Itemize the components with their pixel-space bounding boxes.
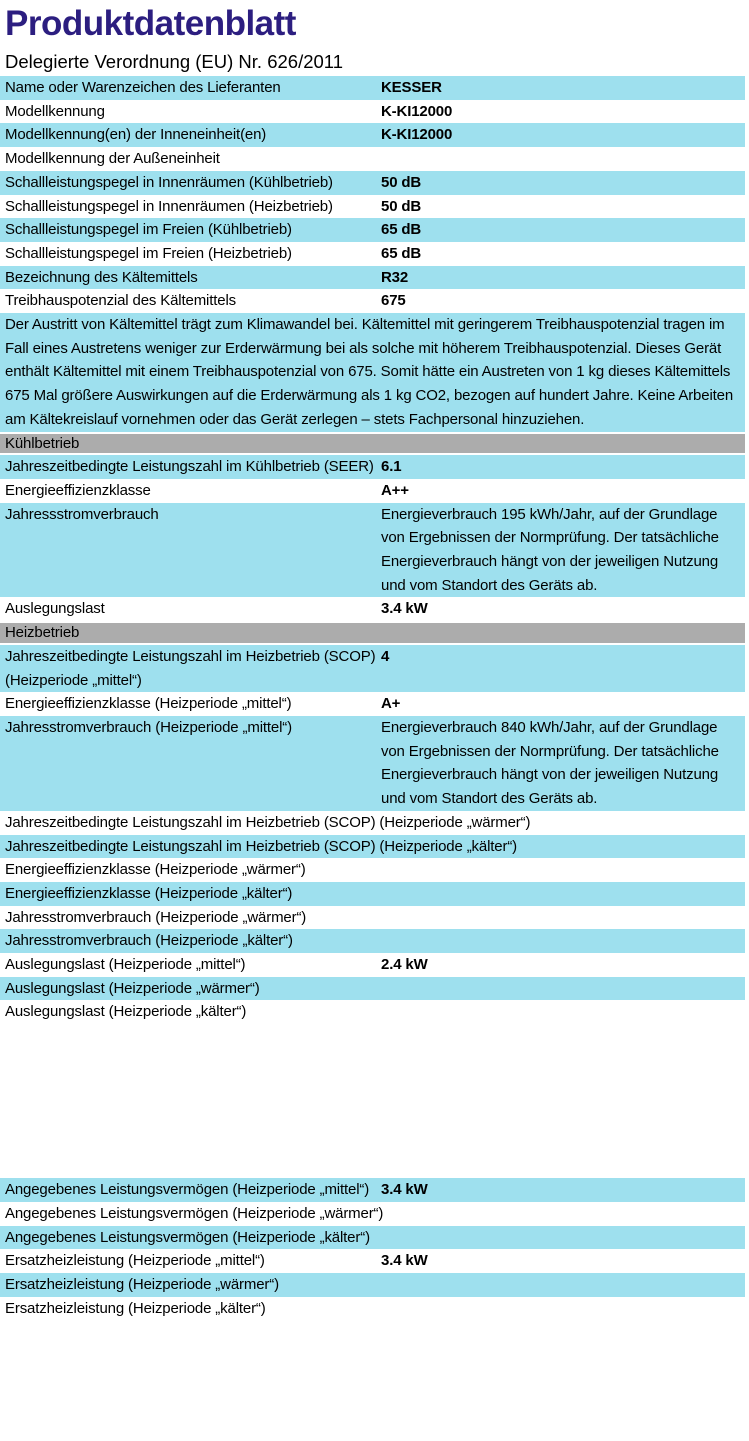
table-row (0, 716, 745, 811)
row-label: Auslegungslast (Heizperiode „mittel“) (5, 956, 246, 974)
table-row (0, 195, 745, 219)
row-label: Bezeichnung des Kältemittels (5, 268, 198, 286)
section-header-row (0, 622, 745, 644)
table-row (0, 123, 745, 147)
row-value: 50 dB (381, 197, 422, 215)
table-row (0, 811, 745, 835)
row-value: K-KI12000 (381, 126, 453, 144)
section-header: Kühlbetrieb (0, 433, 745, 455)
row-label: Jahresstromverbrauch (Heizperiode „wärmer“) (5, 908, 307, 926)
table-row (0, 977, 745, 1001)
row-label: Ersatzheizleistung (Heizperiode „mittel“) (5, 1252, 265, 1270)
row-label: Energieeffizienzklasse (5, 481, 151, 499)
table-row (0, 1000, 745, 1024)
table-row (0, 1202, 745, 1226)
table-row (0, 835, 745, 859)
table-row (0, 929, 745, 953)
table-row (0, 100, 745, 124)
row-label: Auslegungslast (Heizperiode „kälter“) (5, 1003, 247, 1021)
row-value: 3.4 kW (381, 600, 428, 618)
row-label: Ersatzheizleistung (Heizperiode „kälter“) (5, 1299, 266, 1317)
table-row (0, 858, 745, 882)
row-value: A+ (381, 695, 401, 713)
table-row (0, 454, 745, 479)
row-value: A++ (381, 481, 409, 499)
row-label: Schallleistungspegel im Freien (Kühlbetrieb) (5, 221, 292, 239)
row-value: 65 dB (381, 244, 422, 262)
row-label: Ersatzheizleistung (Heizperiode „wärmer“) (5, 1275, 279, 1293)
info-paragraph: Der Austritt von Kältemittel trägt zum Klimawandel bei. Kältemittel mit geringerem Treibhauspotenzial tragen im Fall eines Austretens weniger zur Erderwärmung bei als solche mit höherem Treibhauspotenzial. Dieses Gerät enthält Kältemittel mit einem Treibhauspotenzial von 675. Somit hätte ein Austreten von 1 kg dieses Kältemittels 675 Mal größere Auswirkungen auf die Erderwärmung als 1 kg CO2, bezogen auf hundert Jahre. Keine Arbeiten am Kältekreislauf vornehmen oder das Gerät zerlegen – stets Fachpersonal hinzuziehen. (5, 316, 734, 428)
row-label: Angegebenes Leistungsvermögen (Heizperiode „wärmer“) (5, 1204, 384, 1222)
row-label: Modellkennung der Außeneinheit (5, 150, 220, 168)
datasheet-body (0, 76, 745, 1320)
row-label: Schallleistungspegel in Innenräumen (Kühlbetrieb) (5, 173, 333, 191)
spacer-cell (0, 1024, 745, 1178)
table-row (0, 1297, 745, 1321)
row-value: 4 (381, 647, 390, 665)
table-row (0, 1178, 745, 1202)
table-row (0, 242, 745, 266)
row-label: Jahreszeitbedingte Leistungszahl im Heizbetrieb (SCOP) (Heizperiode „mittel“) (5, 647, 376, 689)
row-value: 3.4 kW (381, 1181, 428, 1199)
table-row (0, 882, 745, 906)
table-row (0, 1226, 745, 1250)
product-data-table (0, 76, 745, 1320)
row-label: Name oder Warenzeichen des Lieferanten (5, 79, 281, 96)
table-row (0, 266, 745, 290)
row-label: Energieeffizienzklasse (Heizperiode „wärmer“) (5, 861, 306, 879)
section-header: Heizbetrieb (0, 622, 745, 644)
row-value: Energieverbrauch 840 kWh/Jahr, auf der Grundlage von Ergebnissen der Normprüfung. Der tatsächliche Energieverbrauch hängt von der jeweiligen Nutzung und vom Standort des Geräts ab. (381, 718, 719, 808)
table-row (0, 1249, 745, 1273)
table-row (0, 479, 745, 503)
row-label: Schallleistungspegel in Innenräumen (Heizbetrieb) (5, 197, 333, 215)
row-label: Jahreszeitbedingte Leistungszahl im Heizbetrieb (SCOP) (Heizperiode „kälter“) (5, 837, 518, 855)
table-row (0, 906, 745, 930)
table-row (0, 503, 745, 598)
row-value: 6.1 (381, 458, 402, 476)
row-value: 65 dB (381, 221, 422, 239)
row-value: Energieverbrauch 195 kWh/Jahr, auf der Grundlage von Ergebnissen der Normprüfung. Der tatsächliche Energieverbrauch hängt von der jeweiligen Nutzung und vom Standort des Geräts ab. (381, 505, 719, 594)
row-label: Jahresstromverbrauch (Heizperiode „kälter“) (5, 932, 293, 950)
row-value: 3.4 kW (381, 1252, 428, 1270)
table-row (0, 289, 745, 313)
row-label: Angegebenes Leistungsvermögen (Heizperiode „mittel“) (5, 1181, 370, 1199)
row-label: Modellkennung (5, 102, 105, 120)
row-label: Jahresstromverbrauch (Heizperiode „mittel“) (5, 718, 292, 736)
row-value: KESSER (381, 79, 442, 96)
row-value: 675 (381, 292, 406, 310)
row-label: Jahressstromverbrauch (5, 505, 159, 523)
table-row (0, 692, 745, 716)
table-row (0, 644, 745, 692)
row-label: Jahreszeitbedingte Leistungszahl im Kühlbetrieb (SEER) (5, 458, 374, 476)
row-label: Energieeffizienzklasse (Heizperiode „kälter“) (5, 884, 293, 902)
page-title: Produktdatenblatt (5, 4, 296, 43)
section-header-row (0, 433, 745, 455)
table-row (0, 218, 745, 242)
table-row (0, 953, 745, 977)
row-label: Auslegungslast (Heizperiode „wärmer“) (5, 979, 260, 997)
regulation-subtitle: Delegierte Verordnung (EU) Nr. 626/2011 (5, 51, 343, 72)
row-label: Auslegungslast (5, 600, 105, 618)
row-label: Jahreszeitbedingte Leistungszahl im Heizbetrieb (SCOP) (Heizperiode „wärmer“) (5, 813, 531, 831)
row-label: Energieeffizienzklasse (Heizperiode „mittel“) (5, 695, 292, 713)
product-datasheet-page (0, 3, 749, 1441)
row-label: Treibhauspotenzial des Kältemittels (5, 292, 236, 310)
info-paragraph-row (0, 313, 745, 433)
table-row (0, 76, 745, 100)
page-break-spacer (0, 1024, 745, 1178)
table-row (0, 597, 745, 622)
row-label: Modellkennung(en) der Inneneinheit(en) (5, 126, 267, 144)
row-value: 50 dB (381, 173, 422, 191)
table-row (0, 147, 745, 171)
table-row (0, 1273, 745, 1297)
row-label: Schallleistungspegel im Freien (Heizbetrieb) (5, 244, 292, 262)
row-value: K-KI12000 (381, 102, 453, 120)
row-label: Angegebenes Leistungsvermögen (Heizperiode „kälter“) (5, 1228, 370, 1246)
row-value: R32 (381, 268, 409, 286)
table-row (0, 171, 745, 195)
row-value: 2.4 kW (381, 956, 428, 974)
